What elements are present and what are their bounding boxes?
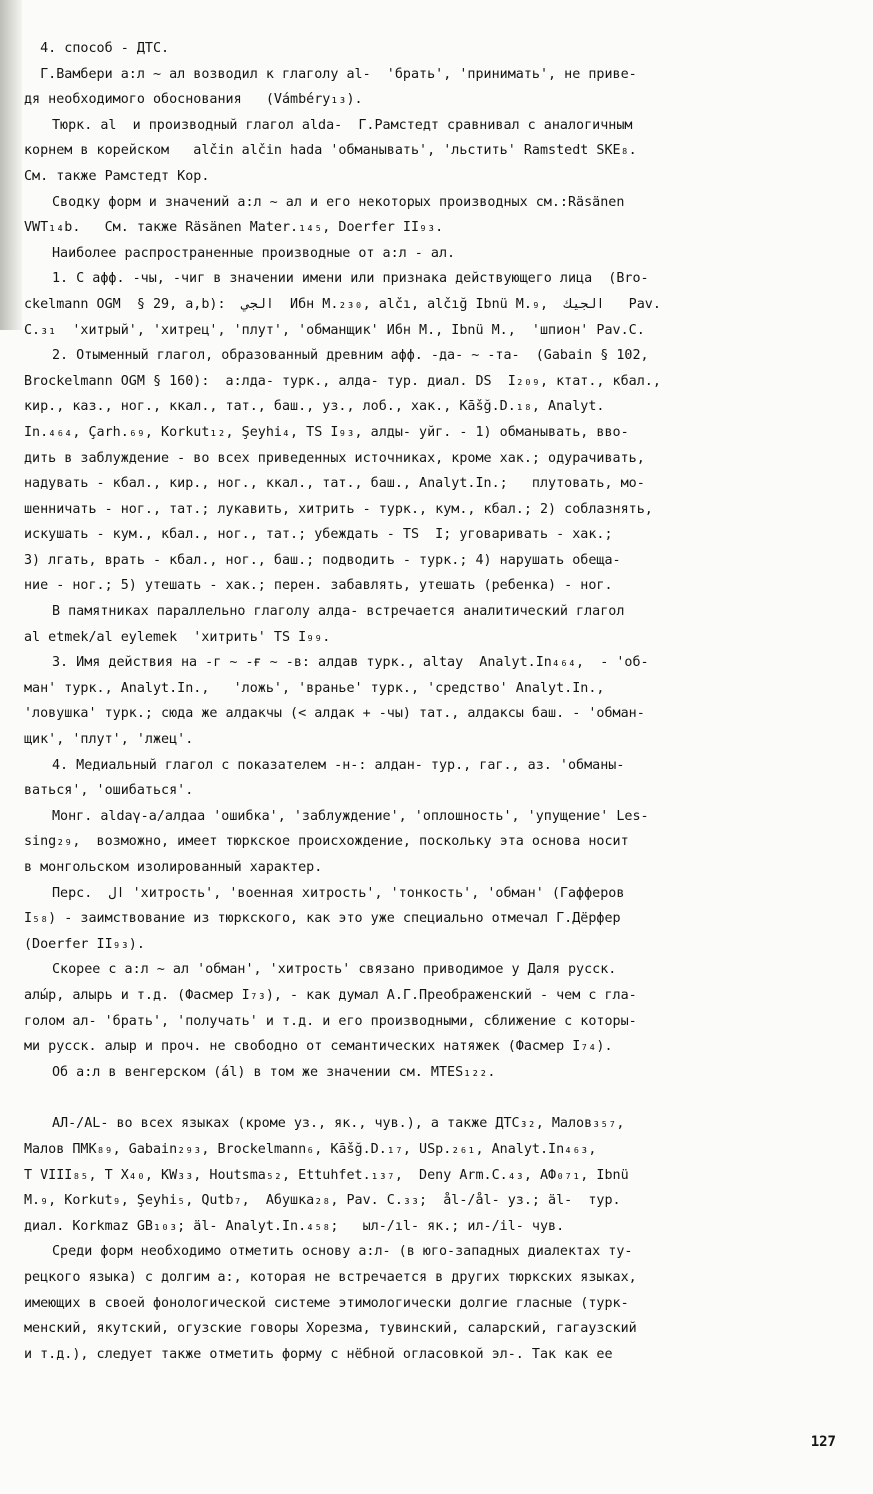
paragraph-p09: 3. Имя действия на -г ~ -ғ ~ -в: алдав туpк., altay Analyt.In₄₆₄, - 'об- ман' туpк., Analyt.In., 'ложь', 'вранье' туpк., 'средство' Analyt.In., 'ловушка' туpк.; сюда же алдакчы (< алдак + -чы) тат., алдаксы баш. - 'обман- щик', 'плут', 'лжец'. xyxy=(24,655,649,748)
paragraph-p14: Об а:л в венгерском (ál) в том же значении см. MTES₁₂₂. xyxy=(52,1064,496,1080)
paragraph-p08: В памятниках параллельно глаголу алда- встречается аналитический глагол al etmek/al eylemek 'хитрить' TS I₉₉. xyxy=(24,604,625,645)
paragraph-p03: Тюрк. al и производный глагол alda- Г.Рамстедт сравнивал с аналогичным корнем в корейском alčin alčin hada 'обманывать', 'льстить' Ramstedt SKE₈. См. также Рамстедт Кор. xyxy=(24,117,637,184)
paragraph-p13: Скорее с а:л ~ ал 'обман', 'хитрость' связано приводимое у Даля русск. алы́р, алырь и т.д. (Фасмер I₇₃), - как думал А.Г.Преображенский - чем с гла- голом ал- 'брать', 'получать' и т.д. и его производными, сближение с которы- ми русск. алыр и проч. не свободно от семантических натяжек (Фасмер I₇₄). xyxy=(24,962,637,1055)
paragraph-p06: 1. С афф. -чы, -чиг в значении имени или признака действующего лица (Bro- ckelmann OGM § 29, a,b): الجي Ибн М.₂₃₀, alčı, alčığ Ibnü M.₉, الجيك Pav. C.₃₁ 'хитрый', 'хитрец', 'плут', 'обманщик' Ибн М., Ibnü M., 'шпион' Pav.C. xyxy=(24,271,661,338)
page-binding-shadow xyxy=(0,0,22,330)
paragraph-p05: Наиболее распространенные производные от а:л - ал. xyxy=(52,245,456,261)
paragraph-p10: 4. Медиальный глагол с показателем -н-: алдан- тур., гаг., аз. 'обманы- ваться', 'ошибаться'. xyxy=(24,757,625,799)
paragraph-p12: Перс. ال 'хитрость', 'военная хитрость', 'тонкость', 'обман' (Гафферов I₅₈) - заимствование из тюркского, как это уже специально отмечал Г.Дёрфер (Doerfer II₉₃). xyxy=(24,885,625,952)
page-number: 127 xyxy=(810,1434,836,1450)
paragraph-p16: Среди форм необходимо отметить основу а:л- (в юго-западных диалектах ту- рецкого языка) с долгим а:, которая не встречается в других тюркских языках, имеющих в своей фонологической системе этимологически долгие гласные (турк- менский, якутский, огузские говоры Хорезма, тувинский, саларский, гагаузский и т.д.), следует также отметить форму с нёбной огласовкой эл-. Так как ее xyxy=(24,1244,637,1362)
paragraph-p04: Сводку форм и значений а:л ~ ал и его некоторых производных см.:Räsänen VWT₁₄b. См. также Räsänen Mater.₁₄₅, Doerfer II₉₃. xyxy=(24,194,625,236)
document-page xyxy=(24,36,844,1367)
paragraph-p11: Монг. aldaγ-a/алдаа 'ошибка', 'заблуждение', 'оплошность', 'упущение' Les- sing₂₉, возможно, имеет тюркское происхождение, поскольку эта основа носит в монгольском изолированный характер. xyxy=(24,808,649,875)
paragraph-p07: 2. Отыменный глагол, образованный древним афф. -да- ~ -та- (Gabain § 102, Brockelmann OGM § 160): а:лда- туpк., алда- тур. диал. DS I₂₀₉, ктат., кбал., кир., каз., ног., ккал., тат., баш., уз., лоб., хак., Kāšğ.D.₁₈, Analyt. In.₄₆₄, Çarh.₆₉, Korkut₁₂, Şeyhi₄, TS I₉₃, алды- уйг. - 1) обманывать, вво- дить в заблуждение - во всех приведенных источниках, кроме хак.; одурачивать, надувать - кбал., кир., ног., ккал., тат., баш., Analyt.In.; плутовать, мо- шенничать - ног., тат.; лукавить, хитрить - туpк., кум., кбал.; 2) соблазнять, искушать - кум., кбал., ног., тат.; убеждать - TS I; уговаривать - хак.; 3) лгать, врать - кбал., ног., баш.; подводить - туpк.; 4) нарушать обеща- ние - ног.; 5) утешать - хак.; перен. забавлять, утешать (ребенка) - ног. xyxy=(24,348,661,594)
paragraph-p02: Г.Вамбери а:л ~ ал возводил к глаголу al- 'брать', 'принимать', не приве- дя необходимого обоснования (Vámbéry₁₃). xyxy=(24,66,637,108)
paragraph-p15: АЛ-/AL- во всех языках (кроме уз., як., чув.), а также ДТС₃₂, Малов₃₅₇, Малов ПМК₈₉, Gabain₂₉₃, Brockelmann₆, Kāšğ.D.₁₇, USp.₂₆₁, Analyt.In₄₆₃, T VIII₈₅, T X₄₀, KW₃₃, Houtsma₅₂, Ettuhfet.₁₃₇, Deny Arm.C.₄₃, АФ₀₇₁, Ibnü M.₉, Korkut₉, Şeyhi₅, Qutb₇, Абушка₂₈, Pav. C.₃₃; ål-/ål- уз.; äl- тур. диал. Korkmaz GB₁₀₃; äl- Analyt.In.₄₅₈; ыл-/ıl- як.; ил-/il- чув. xyxy=(24,1116,629,1234)
paragraph-p01: 4. способ - ДТС. xyxy=(24,41,170,56)
